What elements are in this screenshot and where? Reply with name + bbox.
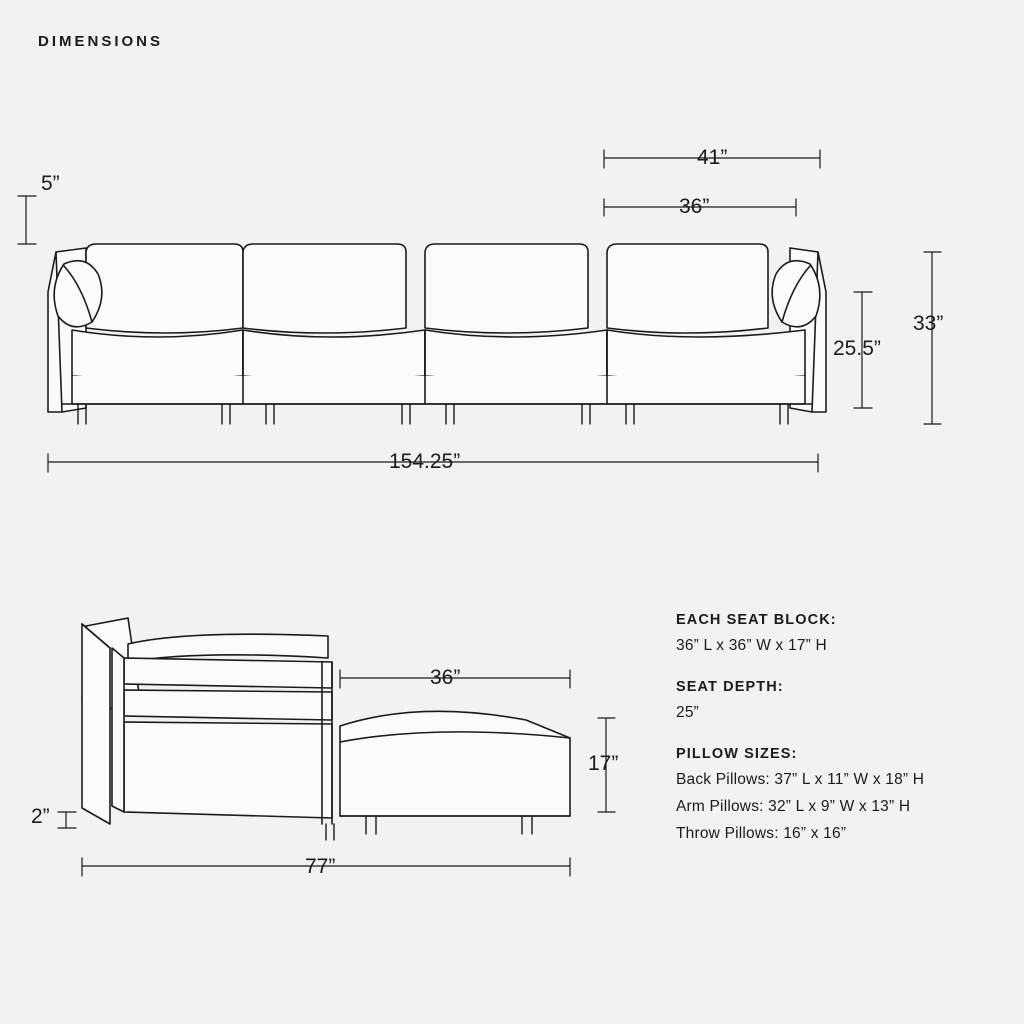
dim-seat-block-overall-width: 41” (697, 146, 728, 169)
spec-heading: EACH SEAT BLOCK: (676, 612, 837, 628)
dim-seat-back-height: 25.5” (833, 337, 881, 360)
spec-each-seat-block (676, 612, 1006, 655)
dim-arm-pillow-depth: 5” (41, 172, 60, 195)
dim-overall-width: 154.25” (389, 450, 461, 473)
spec-line-throw-pillows: Throw Pillows: 16” x 16” (676, 825, 847, 842)
spec-line-arm-pillows: Arm Pillows: 32” L x 9” W x 13” H (676, 798, 911, 815)
dim-seat-cushion-width: 36” (679, 195, 710, 218)
spec-line: 36” L x 36” W x 17” H (676, 637, 827, 654)
spec-seat-depth (676, 679, 1006, 722)
page-title: DIMENSIONS (38, 33, 164, 50)
front-view-sofa (48, 244, 826, 424)
dim-ottoman-height: 17” (588, 752, 619, 775)
spec-heading: PILLOW SIZES: (676, 746, 798, 762)
specifications-list (676, 612, 1006, 867)
spec-heading: SEAT DEPTH: (676, 679, 784, 695)
dim-leg-height: 2” (31, 805, 50, 828)
side-view-sofa (82, 618, 570, 840)
spec-pillow-sizes (676, 746, 1006, 843)
spec-line: 25” (676, 704, 700, 721)
dim-overall-depth: 77” (305, 855, 336, 878)
dim-overall-height: 33” (913, 312, 944, 335)
spec-line-back-pillows: Back Pillows: 37” L x 11” W x 18” H (676, 771, 925, 788)
dim-ottoman-depth: 36” (430, 666, 461, 689)
